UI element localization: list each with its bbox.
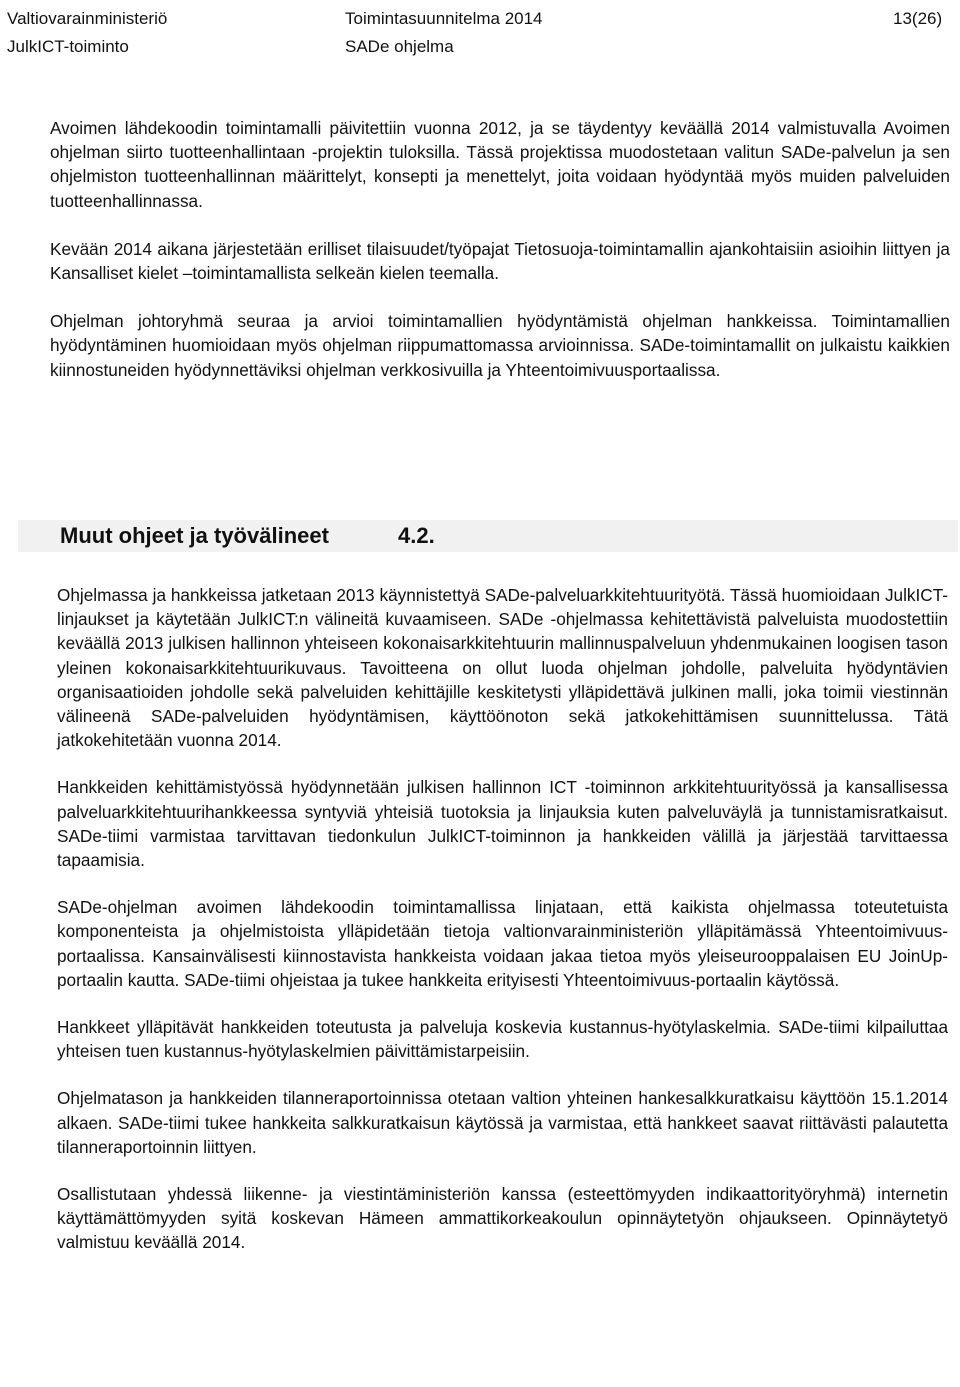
section-title: Muut ohjeet ja työvälineet xyxy=(60,523,329,548)
intro-text-block xyxy=(50,116,950,382)
paragraph-architecture: Ohjelmassa ja hankkeissa jatketaan 2013 käynnistettyä SADe-palveluarkkitehtuurityötä. Tässä huomioidaan JulkICT-linjaukset ja käytetään JulkICT:n välineitä kuvaamiseen. SADe -ohjelmassa kehitettävistä palveluista muodostettiin keväällä 2013 julkisen hallinnon yhteiseen kokonaisarkkitehtuurin mallinnuspalveluun yhdenmukainen loogisen tason yleinen kokonaisarkkitehtuurikuvaus. Tavoitteena on ollut luoda ohjelman johdolle, palveluita hyödyntävien organisaatioiden johdolle sekä palveluiden kehittäjille keskitetysti ylläpidettävä julkinen malli, joka toimii viestinnän välineenä SADe-palveluiden hyödyntämisen, käyttöönoton sekä jatkokehittämisen suunnittelussa. Tätä jatkokehitetään vuonna 2014. xyxy=(57,585,948,751)
header-page-number: 13(26) xyxy=(893,9,943,28)
page-header xyxy=(0,0,960,68)
section-heading-bar xyxy=(18,520,958,552)
paragraph-steering-group: Ohjelman johtoryhmä seuraa ja arvioi toimintamallien hyödyntämistä ohjelman hankkeissa. Toimintamallien hyödyntäminen huomioidaan myös ohjelman riippumattomassa arvioinnissa. SADe-toimintamallit on julkaistu kaikkien kiinnostuneiden hyödynnettäviksi ohjelman verkkosivuilla ja Yhteentoimivuusportaalissa. xyxy=(50,311,950,380)
paragraph-cost-benefit: Hankkeet ylläpitävät hankkeiden toteutusta ja palveluja koskevia kustannus-hyötylaskelmia. SADe-tiimi kilpailuttaa yhteisen tuen kustannus-hyötylaskelmien päivittämistarpeisiin. xyxy=(57,1017,948,1062)
header-ministry: Valtiovarainministeriö xyxy=(7,9,168,28)
paragraph-accessibility: Osallistutaan yhdessä liikenne- ja viestintäministeriön kanssa (esteettömyyden indikaattorityöryhmä) internetin käyttämättömyyden syitä koskevan Hämeen ammattikorkeakoulun opinnäytetyön ohjaukseen. Opinnäytetyö valmistuu keväällä 2014. xyxy=(57,1184,948,1253)
paragraph-open-source-model: Avoimen lähdekoodin toimintamalli päivitettiin vuonna 2012, ja se täydentyy keväällä 2014 valmistuvalla Avoimen ohjelman siirto tuotteenhallintaan -projektin tuloksilla. Tässä projektissa muodostetaan valitun SADe-palvelun ja sen ohjelmiston tuotteenhallinnan määrittelyt, konsepti ja menettelyt, joita voidaan hyödyntää myös muiden palveluiden tuotteenhallinnassa. xyxy=(50,118,950,211)
paragraph-workshops: Kevään 2014 aikana järjestetään erilliset tilaisuudet/työpajat Tietosuoja-toimintamallin ajankohtaisiin asioihin liittyen ja Kansalliset kielet –toimintamallista selkeän kielen teemalla. xyxy=(50,238,950,284)
header-unit: JulkICT-toiminto xyxy=(7,37,129,56)
paragraph-development-work: Hankkeiden kehittämistyössä hyödynnetään julkisen hallinnon ICT -toiminnon arkkitehtuurityössä ja kansallisessa palveluarkkitehtuurihankkeessa syntyviä yhteisiä tuotoksia ja linjauksia kuten palveluväylä ja tunnistamisratkaisut. SADe-tiimi varmistaa tarvittavan tiedonkulun JulkICT-toiminnon ja hankkeiden välillä ja järjestää tarvittaessa tapaamisia. xyxy=(57,777,948,871)
paragraph-interoperability-portal: SADe-ohjelman avoimen lähdekoodin toimintamallissa linjataan, että kaikista ohjelmassa toteutetuista komponenteista ja ohjelmistoista ylläpidetään tietoja valtionvarainministeriön ylläpitämässä Yhteentoimivuus-portaalissa. Kansainvälisesti kiinnostavista hankkeista voidaan jakaa tietoa myös yleiseurooppalaisen EU JoinUp-portaalin kautta. SADe-tiimi ohjeistaa ja tukee hankkeita erityisesti Yhteentoimivuus-portaalin käytössä. xyxy=(57,897,948,990)
header-program: SADe ohjelma xyxy=(345,37,454,56)
section-number: 4.2. xyxy=(398,523,435,548)
header-plan-title: Toimintasuunnitelma 2014 xyxy=(345,9,543,28)
section-text-block xyxy=(57,583,948,1255)
paragraph-status-reporting: Ohjelmatason ja hankkeiden tilanneraportoinnissa otetaan valtion yhteinen hankesalkkuratkaisu käyttöön 15.1.2014 alkaen. SADe-tiimi tukee hankkeita salkkuratkaisun käytössä ja varmistaa, että hankkeet saavat riittävästi palautetta tilanneraportoinnin liittyen. xyxy=(57,1088,948,1157)
